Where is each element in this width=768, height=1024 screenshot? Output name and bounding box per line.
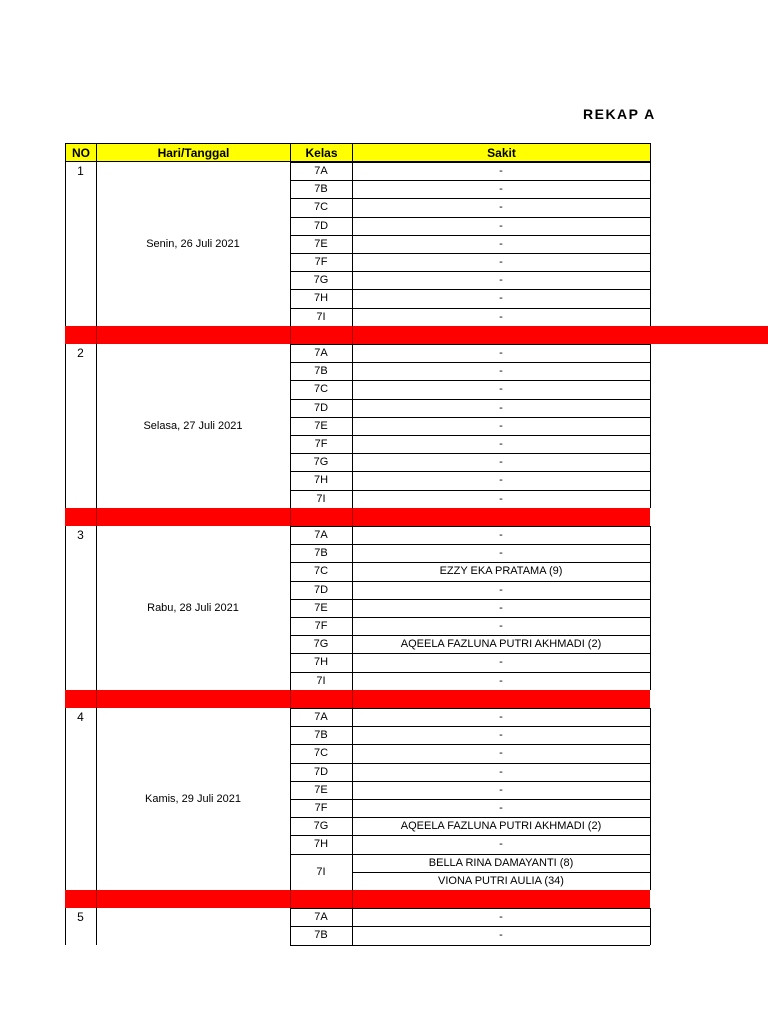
row-number: 5 xyxy=(77,910,84,925)
grid-line xyxy=(650,726,651,744)
sick-cell: - xyxy=(499,601,503,614)
day-separator xyxy=(65,508,650,526)
grid-line xyxy=(650,926,651,944)
sick-cell: VIONA PUTRI AULIA (34) xyxy=(438,874,564,887)
grid-line xyxy=(650,471,651,489)
class-cell: 7I xyxy=(316,674,326,687)
grid-line xyxy=(650,653,651,671)
sick-cell: AQEELA FAZLUNA PUTRI AKHMADI (2) xyxy=(400,820,602,833)
sick-cell: - xyxy=(499,219,503,232)
grid-line xyxy=(352,508,353,526)
class-cell: 7G xyxy=(313,820,329,833)
class-cell: 7C xyxy=(313,201,329,214)
sick-cell: - xyxy=(499,620,503,633)
grid-line xyxy=(650,672,651,690)
grid-line xyxy=(650,198,651,216)
grid-line xyxy=(650,544,651,562)
grid-line xyxy=(650,817,651,835)
header-day: Hari/Tanggal xyxy=(96,143,291,162)
sick-cell: - xyxy=(499,674,503,687)
sick-cell: - xyxy=(499,383,503,396)
grid-line xyxy=(650,617,651,635)
sick-cell: - xyxy=(499,401,503,414)
grid-line xyxy=(290,945,650,946)
sick-cell: - xyxy=(499,201,503,214)
sick-cell: EZZY EKA PRATAMA (9) xyxy=(439,565,563,578)
header-class: Kelas xyxy=(290,143,353,162)
sick-cell: BELLA RINA DAMAYANTI (8) xyxy=(428,856,574,869)
class-cell: 7D xyxy=(313,765,329,778)
grid-line xyxy=(650,635,651,653)
sick-cell: - xyxy=(499,765,503,778)
sick-cell: - xyxy=(499,929,503,942)
grid-line xyxy=(96,508,97,526)
row-number: 1 xyxy=(77,164,84,178)
class-cell: 7G xyxy=(313,274,329,287)
sick-cell: - xyxy=(499,438,503,451)
grid-line xyxy=(650,253,651,271)
class-cell: 7F xyxy=(314,438,328,451)
sick-cell: - xyxy=(499,474,503,487)
grid-line xyxy=(650,708,651,726)
grid-line xyxy=(650,417,651,435)
grid-line xyxy=(650,435,651,453)
sick-cell: - xyxy=(499,711,503,724)
grid-line xyxy=(650,763,651,781)
header-sick: Sakit xyxy=(352,143,651,162)
day-label xyxy=(96,908,290,944)
class-cell: 7B xyxy=(314,365,328,378)
sick-cell: - xyxy=(499,274,503,287)
class-cell: 7E xyxy=(314,601,328,614)
grid-line xyxy=(650,744,651,762)
grid-line xyxy=(352,326,353,344)
class-cell: 7B xyxy=(314,547,328,560)
class-cell: 7E xyxy=(314,783,328,796)
grid-line xyxy=(352,690,353,708)
class-cell: 7A xyxy=(314,165,328,178)
grid-line xyxy=(650,217,651,235)
row-number: 3 xyxy=(77,528,84,542)
grid-line xyxy=(650,526,651,544)
day-label: Senin, 26 Juli 2021 xyxy=(146,237,240,250)
header-no: NO xyxy=(65,143,97,162)
grid-line xyxy=(650,799,651,817)
grid-line xyxy=(650,180,651,198)
grid-line xyxy=(290,890,291,908)
class-cell: 7G xyxy=(313,456,329,469)
sick-cell: - xyxy=(499,183,503,196)
row-number: 2 xyxy=(77,346,84,360)
grid-line xyxy=(96,326,97,344)
day-label: Kamis, 29 Juli 2021 xyxy=(145,793,241,805)
grid-line xyxy=(650,289,651,307)
grid-line xyxy=(650,599,651,617)
grid-line xyxy=(650,162,651,180)
grid-line xyxy=(96,690,97,708)
grid-line xyxy=(650,308,651,326)
sick-cell: - xyxy=(499,583,503,596)
class-cell: 7H xyxy=(313,292,329,305)
sick-cell: - xyxy=(499,547,503,560)
sick-cell: - xyxy=(499,802,503,815)
sick-cell: - xyxy=(499,237,503,250)
sick-cell: - xyxy=(499,911,503,924)
grid-line xyxy=(650,399,651,417)
day-separator xyxy=(65,690,650,708)
sick-cell: - xyxy=(499,365,503,378)
sick-cell: - xyxy=(499,838,503,851)
class-cell: 7H xyxy=(313,838,329,851)
sick-cell: - xyxy=(499,165,503,178)
grid-line xyxy=(650,835,651,853)
grid-line xyxy=(96,890,97,908)
class-cell: 7H xyxy=(313,474,329,487)
class-cell: 7I xyxy=(316,492,326,505)
grid-line xyxy=(650,562,651,580)
sick-cell: - xyxy=(499,783,503,796)
class-cell: 7B xyxy=(314,929,328,942)
class-cell: 7F xyxy=(314,620,328,633)
sick-cell: - xyxy=(499,292,503,305)
class-cell: 7E xyxy=(314,419,328,432)
class-cell: 7A xyxy=(314,529,328,542)
sick-cell: - xyxy=(499,729,503,742)
class-cell: 7C xyxy=(313,747,329,760)
class-cell: 7A xyxy=(314,911,328,924)
day-label: Selasa, 27 Juli 2021 xyxy=(143,419,243,432)
grid-line xyxy=(650,781,651,799)
sick-cell: - xyxy=(499,747,503,760)
grid-line xyxy=(650,490,651,508)
class-cell: 7D xyxy=(313,583,329,596)
class-cell: 7E xyxy=(314,237,328,250)
day-label: Rabu, 28 Juli 2021 xyxy=(147,601,239,614)
grid-line xyxy=(650,854,651,890)
row-number: 4 xyxy=(77,710,84,724)
grid-line xyxy=(290,508,291,526)
class-cell: 7C xyxy=(313,565,329,578)
grid-line xyxy=(650,344,651,362)
grid-line xyxy=(352,890,353,908)
class-cell: 7B xyxy=(314,729,328,742)
class-cell: 7H xyxy=(313,656,329,669)
class-cell: 7B xyxy=(314,183,328,196)
grid-line xyxy=(290,690,291,708)
grid-line xyxy=(650,362,651,380)
class-cell: 7C xyxy=(313,383,329,396)
sick-cell: - xyxy=(499,256,503,269)
class-cell: 7A xyxy=(314,711,328,724)
sick-cell: AQEELA FAZLUNA PUTRI AKHMADI (2) xyxy=(400,638,602,651)
attendance-table xyxy=(65,143,768,945)
class-cell: 7I xyxy=(316,865,326,878)
class-cell: 7F xyxy=(314,802,328,815)
class-cell: 7D xyxy=(313,219,329,232)
sick-cell: - xyxy=(499,529,503,542)
day-separator xyxy=(65,890,650,908)
grid-line xyxy=(650,380,651,398)
sick-cell: - xyxy=(499,656,503,669)
grid-line xyxy=(290,326,291,344)
class-cell: 7I xyxy=(316,310,326,323)
class-cell: 7G xyxy=(313,638,329,651)
grid-line xyxy=(650,908,651,926)
class-cell: 7D xyxy=(313,401,329,414)
sick-cell: - xyxy=(499,347,503,360)
grid-line xyxy=(650,581,651,599)
day-separator xyxy=(65,326,768,344)
sick-cell: - xyxy=(499,419,503,432)
report-title: REKAP A xyxy=(583,106,656,122)
sick-cell: - xyxy=(499,492,503,505)
grid-line xyxy=(650,453,651,471)
grid-line xyxy=(650,271,651,289)
grid-line xyxy=(650,235,651,253)
class-cell: 7A xyxy=(314,347,328,360)
class-cell: 7F xyxy=(314,256,328,269)
sick-cell: - xyxy=(499,456,503,469)
sick-cell: - xyxy=(499,310,503,323)
